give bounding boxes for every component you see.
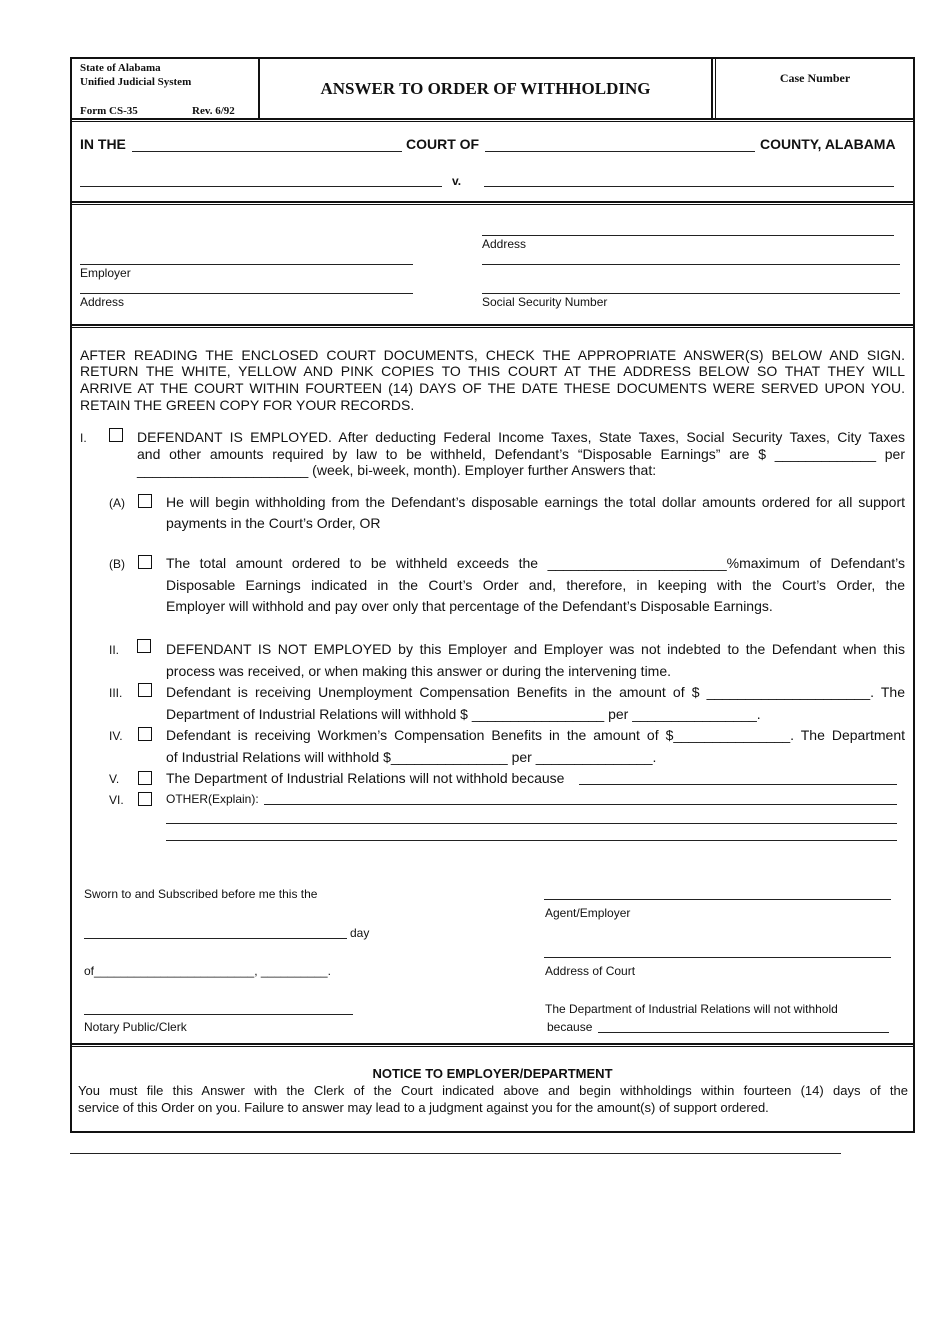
of-label: of <box>84 964 95 978</box>
agent-employer-label: Agent/Employer <box>545 906 631 920</box>
court-name-field[interactable] <box>132 151 402 152</box>
court-of-label: COURT OF <box>406 136 480 152</box>
option-vi-text: OTHER(Explain): <box>166 792 259 806</box>
option-v-number: V. <box>109 772 120 786</box>
option-i-checkbox[interactable] <box>109 428 123 442</box>
option-iii-line-2: Department of Industrial Relations will withhold $ _________________ per ________________. <box>166 706 761 722</box>
option-iv-number: IV. <box>109 729 123 743</box>
option-vi-number: VI. <box>109 793 124 807</box>
court-address-label: Address of Court <box>545 964 636 978</box>
sworn-label: Sworn to and Subscribed before me this the <box>84 887 318 901</box>
employer-label: Employer <box>80 266 131 280</box>
option-a-line-2: payments in the Court’s Order, OR <box>166 515 381 531</box>
dir-will-not-withhold-label: The Department of Industrial Relations will not withhold <box>545 1002 838 1016</box>
option-a-number: (A) <box>109 496 125 510</box>
header-divider-right-inner <box>715 57 716 119</box>
defendant-address-field[interactable] <box>482 235 894 236</box>
option-b-line-3: Employer will withhold and pay over only that percentage of the Defendant’s Disposable Earnings. <box>166 598 773 614</box>
employer-address-label: Address <box>80 295 125 309</box>
county-alabama-label: COUNTY, ALABAMA <box>760 136 896 152</box>
option-b-number: (B) <box>109 557 125 571</box>
ssn-field[interactable] <box>482 293 900 294</box>
option-ii-number: II. <box>109 643 120 657</box>
option-i-line-1: DEFENDANT IS EMPLOYED. After deducting Federal Income Taxes, State Taxes, Social Security Taxes, City Taxes <box>137 429 905 445</box>
day-label: day <box>350 926 370 940</box>
option-vi-explain-field-1[interactable] <box>264 804 897 805</box>
option-iv-line-2: of Industrial Relations will withhold $_______________ per _______________. <box>166 749 657 765</box>
ssn-label: Social Security Number <box>482 295 608 309</box>
option-b-checkbox[interactable] <box>138 555 152 569</box>
in-the-label: IN THE <box>80 136 126 152</box>
defendant-address-field-2[interactable] <box>482 264 900 265</box>
day-field[interactable] <box>84 938 347 939</box>
option-ii-line-1: DEFENDANT IS NOT EMPLOYED by this Employer and Employer was not indebted to the Defendant when this <box>166 641 905 657</box>
option-v-reason-field[interactable] <box>579 784 897 785</box>
option-v-text: The Department of Industrial Relations will not withhold because <box>166 770 565 786</box>
state-label: State of Alabama <box>80 62 161 74</box>
option-b-line-1: The total amount ordered to be withheld exceeds the _______________________%maximum of Defendant’s <box>166 555 905 571</box>
option-iii-number: III. <box>109 686 123 700</box>
option-a-line-1: He will begin withholding from the Defendant’s disposable earnings the total dollar amounts ordered for all support <box>166 494 905 510</box>
footer-rule <box>70 1153 841 1154</box>
parties-separator <box>70 324 915 328</box>
option-v-checkbox[interactable] <box>138 771 152 785</box>
option-i-line-3: ______________________ (week, bi-week, month). Employer further Answers that: <box>137 462 657 478</box>
option-iii-checkbox[interactable] <box>138 683 152 697</box>
of-date-line[interactable] <box>84 964 331 978</box>
option-ii-checkbox[interactable] <box>137 639 151 653</box>
of-date-fill: ________________________, __________. <box>94 964 331 978</box>
case-number-label: Case Number <box>779 71 851 85</box>
form-number: Form CS-35 <box>80 105 138 117</box>
option-vi-checkbox[interactable] <box>138 792 152 806</box>
option-i-number: I. <box>80 431 87 445</box>
option-a-checkbox[interactable] <box>138 494 152 508</box>
notice-line-1: You must file this Answer with the Clerk of the Court indicated above and begin withholdings within fourteen (14) days of the <box>78 1083 908 1098</box>
option-b-line-2: Disposable Earnings indicated in the Court’s Order and, therefore, in keeping with the Court’s Order, the <box>166 577 905 593</box>
option-iii-line-1: Defendant is receiving Unemployment Compensation Benefits in the amount of $ _____________________. The <box>166 684 905 700</box>
court-separator <box>70 201 915 205</box>
notary-signature-field[interactable] <box>84 1014 353 1015</box>
system-label: Unified Judicial System <box>80 76 192 88</box>
option-iv-checkbox[interactable] <box>138 727 152 741</box>
option-vi-explain-field-2[interactable] <box>166 823 897 824</box>
option-ii-line-2: process was received, or when making this answer or during the intervening time. <box>166 663 672 679</box>
option-i-line-2: and other amounts required by law to be withheld, Defendant’s “Disposable Earnings” are $ _____________ per <box>137 446 905 462</box>
agent-signature-field[interactable] <box>544 899 891 900</box>
header-separator <box>70 118 915 122</box>
court-address-field[interactable] <box>544 957 891 958</box>
option-iv-line-1: Defendant is receiving Workmen’s Compensation Benefits in the amount of $_______________. The Department <box>166 727 905 743</box>
notice-separator <box>70 1043 915 1047</box>
plaintiff-field[interactable] <box>80 186 442 187</box>
employer-field[interactable] <box>80 264 413 265</box>
option-vi-explain-field-3[interactable] <box>166 840 897 841</box>
instructions-line-2: RETURN THE WHITE, YELLOW AND PINK COPIES TO THIS COURT AT THE ADDRESS BELOW SO THAT THEY WILL <box>80 363 905 379</box>
defendant-address-label: Address <box>482 237 527 251</box>
notice-title: NOTICE TO EMPLOYER/DEPARTMENT <box>372 1066 613 1081</box>
instructions-line-4: RETAIN THE GREEN COPY FOR YOUR RECORDS. <box>80 397 415 413</box>
instructions-line-3: ARRIVE AT THE COURT WITHIN FOURTEEN (14) DAYS OF THE DATE THESE DOCUMENTS WERE SERVED UPON YOU. <box>80 380 905 396</box>
dir-because-field[interactable] <box>598 1032 889 1033</box>
instructions-line-1: AFTER READING THE ENCLOSED COURT DOCUMENTS, CHECK THE APPROPRIATE ANSWER(S) BELOW AND SIGN. <box>80 347 905 363</box>
dir-because-label: because <box>547 1020 593 1034</box>
employer-address-field[interactable] <box>80 293 413 294</box>
form-title: ANSWER TO ORDER OF WITHHOLDING <box>320 79 651 98</box>
form-revision: Rev. 6/92 <box>192 105 235 117</box>
notary-label: Notary Public/Clerk <box>84 1020 187 1034</box>
notice-line-2: service of this Order on you. Failure to answer may lead to a judgment against you for the amount(s) of support ordered. <box>78 1100 769 1115</box>
county-name-field[interactable] <box>485 151 755 152</box>
versus-label: v. <box>452 174 462 188</box>
defendant-field[interactable] <box>484 186 894 187</box>
